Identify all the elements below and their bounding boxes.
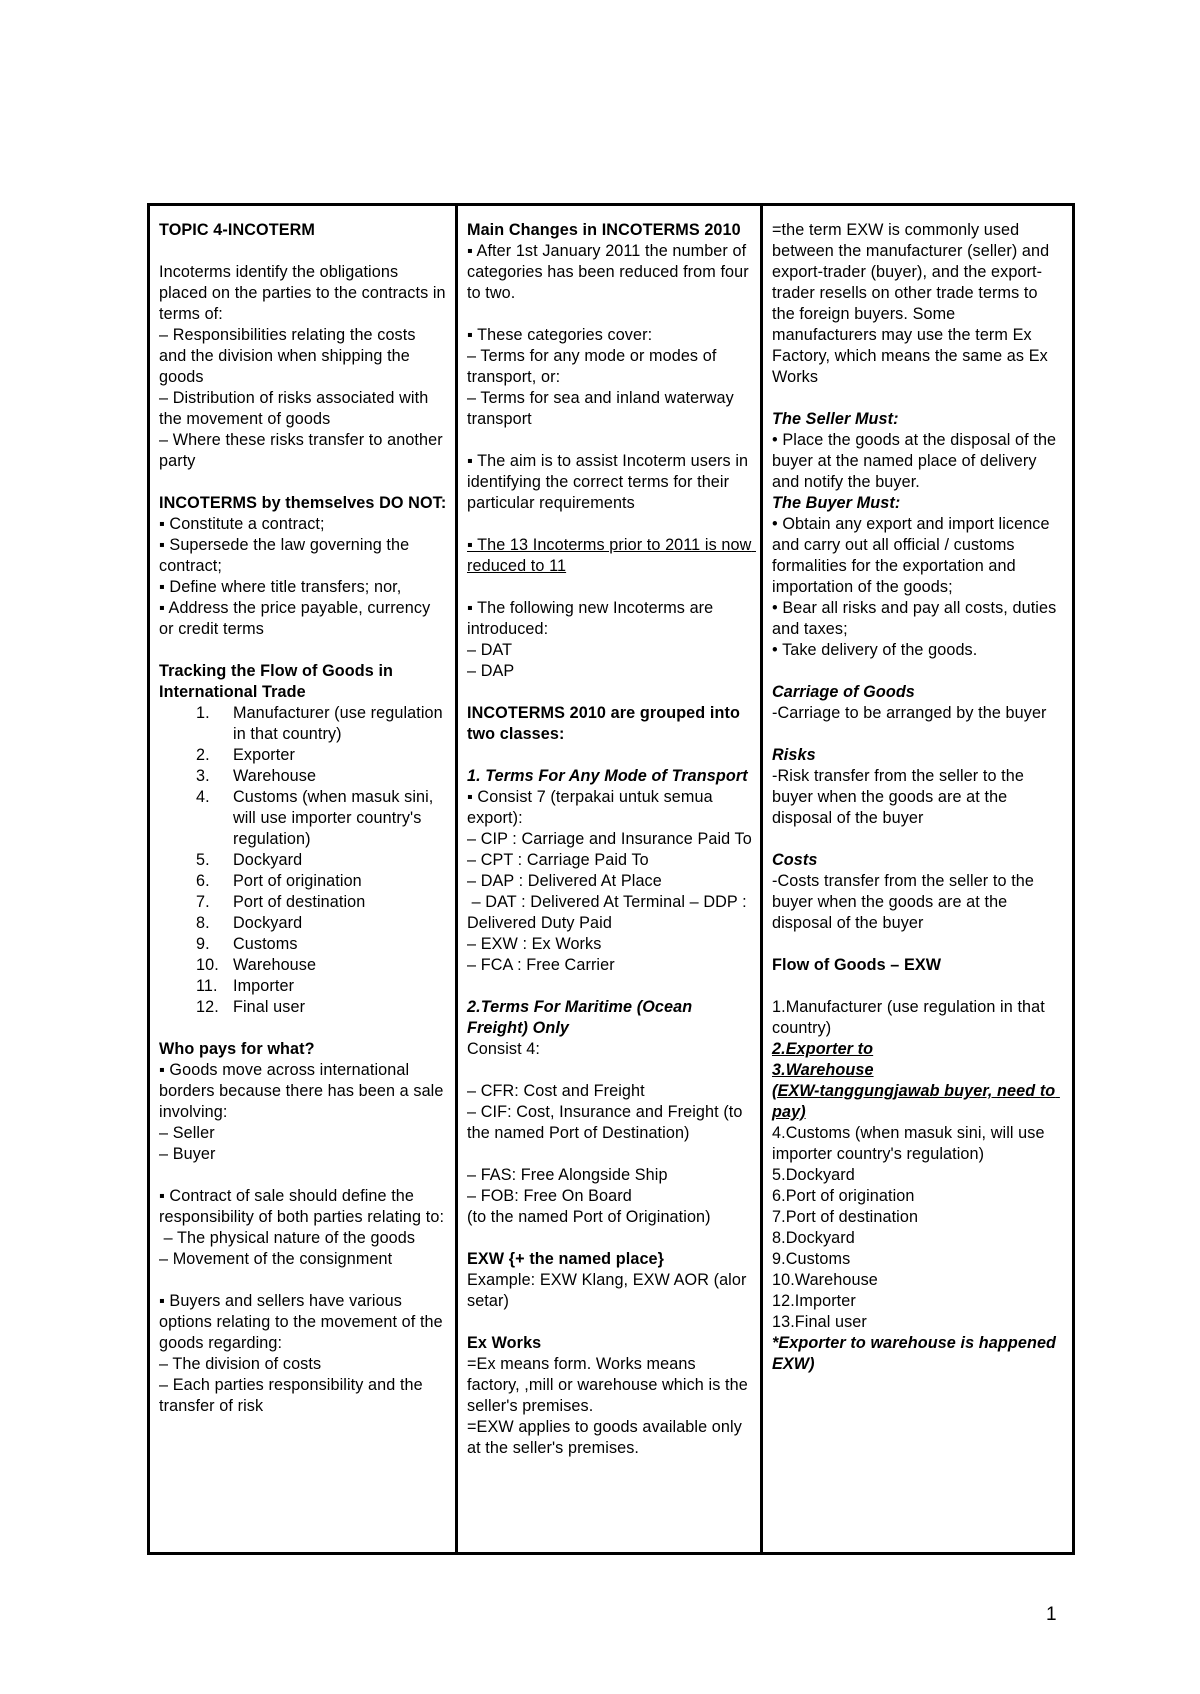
- exw-intro: =the term EXW is commonly used between the manufacturer (seller) and export-trader (buyer), and the export-trader resells on other trade terms to the foreign buyers. Some manufacturers may use the term Ex Factory, which means the same as Ex Works: [772, 221, 1054, 386]
- list-item: [159, 976, 447, 997]
- class1-item: – FCA : Free Carrier: [467, 956, 615, 974]
- class1-item: – CPT : Carriage Paid To: [467, 851, 649, 869]
- class2-item: – CFR: Cost and Freight: [467, 1082, 645, 1100]
- grouped-heading: INCOTERMS 2010 are grouped into two classes:: [467, 704, 745, 743]
- do-not-item: ▪ Address the price payable, currency or credit terms: [159, 599, 435, 638]
- changes-line: ▪ After 1st January 2011 the number of categories has been reduced from four to two.: [467, 242, 754, 302]
- seller-item: • Place the goods at the disposal of the buyer at the named place of delivery and notify the buyer.: [772, 431, 1061, 491]
- changes-underlined: ▪ The 13 Incoterms prior to 2011 is now reduced to 11: [467, 536, 756, 575]
- list-number: 5.: [196, 851, 210, 869]
- who-pays-heading: Who pays for what?: [159, 1040, 315, 1058]
- who-pays-line: – Each parties responsibility and the transfer of risk: [159, 1376, 428, 1415]
- list-text: Customs: [233, 935, 298, 953]
- flow-item: 10.Warehouse: [772, 1271, 878, 1289]
- changes-line: – DAT: [467, 641, 513, 659]
- list-number: 3.: [196, 767, 210, 785]
- exw-heading: EXW {+ the named place}: [467, 1250, 665, 1268]
- list-item: [159, 745, 447, 766]
- list-number: 9.: [196, 935, 210, 953]
- class2-item: – FOB: Free On Board: [467, 1187, 632, 1205]
- list-text: Importer: [233, 977, 295, 995]
- who-pays-line: ▪ Contract of sale should define the responsibility of both parties relating to:: [159, 1187, 445, 1226]
- changes-line: ▪ The aim is to assist Incoterm users in identifying the correct terms for their particular requirements: [467, 452, 753, 512]
- flow-item: 7.Port of destination: [772, 1208, 919, 1226]
- list-text: Final user: [233, 998, 306, 1016]
- column-2: [457, 205, 762, 1554]
- do-not-item: ▪ Define where title transfers; nor,: [159, 578, 402, 596]
- topic-title: TOPIC 4-INCOTERM: [159, 221, 315, 239]
- column-3: [762, 205, 1074, 1554]
- exworks-heading: Ex Works: [467, 1334, 542, 1352]
- list-number: 10.: [196, 956, 219, 974]
- flow-item: 1.Manufacturer (use regulation in that country): [772, 998, 1050, 1037]
- flow-note: *Exporter to warehouse is happened EXW): [772, 1334, 1061, 1373]
- do-not-item: ▪ Supersede the law governing the contract;: [159, 536, 414, 575]
- page-number: 1: [1046, 1604, 1057, 1625]
- list-number: 6.: [196, 872, 210, 890]
- tracking-heading: Tracking the Flow of Goods in International Trade: [159, 662, 398, 701]
- class2-item: – CIF: Cost, Insurance and Freight (to the named Port of Destination): [467, 1103, 748, 1142]
- class2-intro: Consist 4:: [467, 1040, 540, 1058]
- list-number: 1.: [196, 704, 210, 722]
- class2-item: (to the named Port of Origination): [467, 1208, 711, 1226]
- tracking-list: [159, 703, 447, 1018]
- class2-heading: 2.Terms For Maritime (Ocean Freight) Only: [467, 998, 697, 1037]
- intro-line: – Where these risks transfer to another party: [159, 431, 448, 470]
- changes-line: – DAP: [467, 662, 515, 680]
- list-number: 7.: [196, 893, 210, 911]
- carriage-text: -Carriage to be arranged by the buyer: [772, 704, 1047, 722]
- who-pays-line: – Buyer: [159, 1145, 216, 1163]
- risks-heading: Risks: [772, 746, 816, 764]
- list-item: [159, 997, 447, 1018]
- exworks-item: =Ex means form. Works means factory, ,mill or warehouse which is the seller's premises.: [467, 1355, 753, 1415]
- flow-item: 13.Final user: [772, 1313, 867, 1331]
- flow-emphasis: (EXW-tanggungjawab buyer, need to pay): [772, 1082, 1060, 1121]
- do-not-heading: INCOTERMS by themselves DO NOT:: [159, 494, 447, 512]
- list-text: Manufacturer (use regulation in that country): [233, 704, 443, 743]
- buyer-heading: The Buyer Must:: [772, 494, 901, 512]
- list-text: Warehouse: [233, 767, 317, 785]
- costs-heading: Costs: [772, 851, 818, 869]
- list-number: 8.: [196, 914, 210, 932]
- list-number: 2.: [196, 746, 210, 764]
- buyer-item: • Bear all risks and pay all costs, duties and taxes;: [772, 599, 1061, 638]
- list-text: Port of origination: [233, 872, 362, 890]
- who-pays-line: – The division of costs: [159, 1355, 322, 1373]
- notes-table: [147, 203, 1075, 1555]
- list-text: Port of destination: [233, 893, 366, 911]
- list-number: 4.: [196, 788, 210, 806]
- class1-item: – DAP : Delivered At Place: [467, 872, 662, 890]
- flow-item: 4.Customs (when masuk sini, will use importer country's regulation): [772, 1124, 1050, 1163]
- exworks-item: =EXW applies to goods available only at the seller's premises.: [467, 1418, 747, 1457]
- flow-item: 12.Importer: [772, 1292, 856, 1310]
- list-text: Dockyard: [233, 914, 303, 932]
- class2-item: – FAS: Free Alongside Ship: [467, 1166, 668, 1184]
- list-item: [159, 871, 447, 892]
- list-text: Customs (when masuk sini, will use importer country's regulation): [233, 788, 434, 848]
- intro-line: – Distribution of risks associated with the movement of goods: [159, 389, 433, 428]
- changes-line: ▪ The following new Incoterms are introduced:: [467, 599, 718, 638]
- class1-heading: 1. Terms For Any Mode of Transport: [467, 767, 748, 785]
- who-pays-line: ▪ Buyers and sellers have various options relating to the movement of the goods regarding:: [159, 1292, 448, 1352]
- who-pays-line: – Movement of the consignment: [159, 1250, 393, 1268]
- list-number: 12.: [196, 998, 219, 1016]
- list-item: [159, 892, 447, 913]
- class1-item: – EXW : Ex Works: [467, 935, 602, 953]
- flow-item: 5.Dockyard: [772, 1166, 855, 1184]
- do-not-item: ▪ Constitute a contract;: [159, 515, 325, 533]
- who-pays-line: – Seller: [159, 1124, 215, 1142]
- list-item: [159, 787, 447, 850]
- class1-item: – DAT : Delivered At Terminal – DDP : Delivered Duty Paid: [467, 893, 752, 932]
- list-number: 11.: [196, 977, 218, 995]
- changes-line: – Terms for any mode or modes of transport, or:: [467, 347, 722, 386]
- flow-item: 8.Dockyard: [772, 1229, 855, 1247]
- list-item: [159, 850, 447, 871]
- class1-item: – CIP : Carriage and Insurance Paid To: [467, 830, 752, 848]
- changes-line: – Terms for sea and inland waterway transport: [467, 389, 739, 428]
- exw-example: Example: EXW Klang, EXW AOR (alor setar): [467, 1271, 752, 1310]
- flow-item: 9.Customs: [772, 1250, 851, 1268]
- flow-item: 6.Port of origination: [772, 1187, 915, 1205]
- list-item: [159, 934, 447, 955]
- list-text: Exporter: [233, 746, 295, 764]
- changes-line: ▪ These categories cover:: [467, 326, 653, 344]
- class1-item: ▪ Consist 7 (terpakai untuk semua export):: [467, 788, 718, 827]
- flow-heading: Flow of Goods – EXW: [772, 956, 942, 974]
- flow-emphasis: 2.Exporter to: [772, 1040, 874, 1058]
- changes-heading: Main Changes in INCOTERMS 2010: [467, 221, 741, 239]
- carriage-heading: Carriage of Goods: [772, 683, 915, 701]
- list-item: [159, 955, 447, 976]
- risks-text: -Risk transfer from the seller to the buyer when the goods are at the disposal of the buyer: [772, 767, 1029, 827]
- list-item: [159, 766, 447, 787]
- intro-line: – Responsibilities relating the costs and the division when shipping the goods: [159, 326, 421, 386]
- column-1: [149, 205, 457, 1554]
- flow-emphasis: 3.Warehouse: [772, 1061, 874, 1079]
- buyer-item: • Obtain any export and import licence and carry out all official / customs formalities for the exportation and importation of the goods;: [772, 515, 1055, 596]
- intro-line: Incoterms identify the obligations placed on the parties to the contracts in terms of:: [159, 263, 451, 323]
- list-text: Warehouse: [233, 956, 317, 974]
- list-item: [159, 913, 447, 934]
- list-text: Dockyard: [233, 851, 303, 869]
- who-pays-line: – The physical nature of the goods: [159, 1229, 416, 1247]
- costs-text: -Costs transfer from the seller to the buyer when the goods are at the disposal of the buyer: [772, 872, 1039, 932]
- list-item: [159, 703, 447, 745]
- buyer-item: • Take delivery of the goods.: [772, 641, 978, 659]
- seller-heading: The Seller Must:: [772, 410, 899, 428]
- who-pays-line: ▪ Goods move across international borders because there has been a sale involving:: [159, 1061, 449, 1121]
